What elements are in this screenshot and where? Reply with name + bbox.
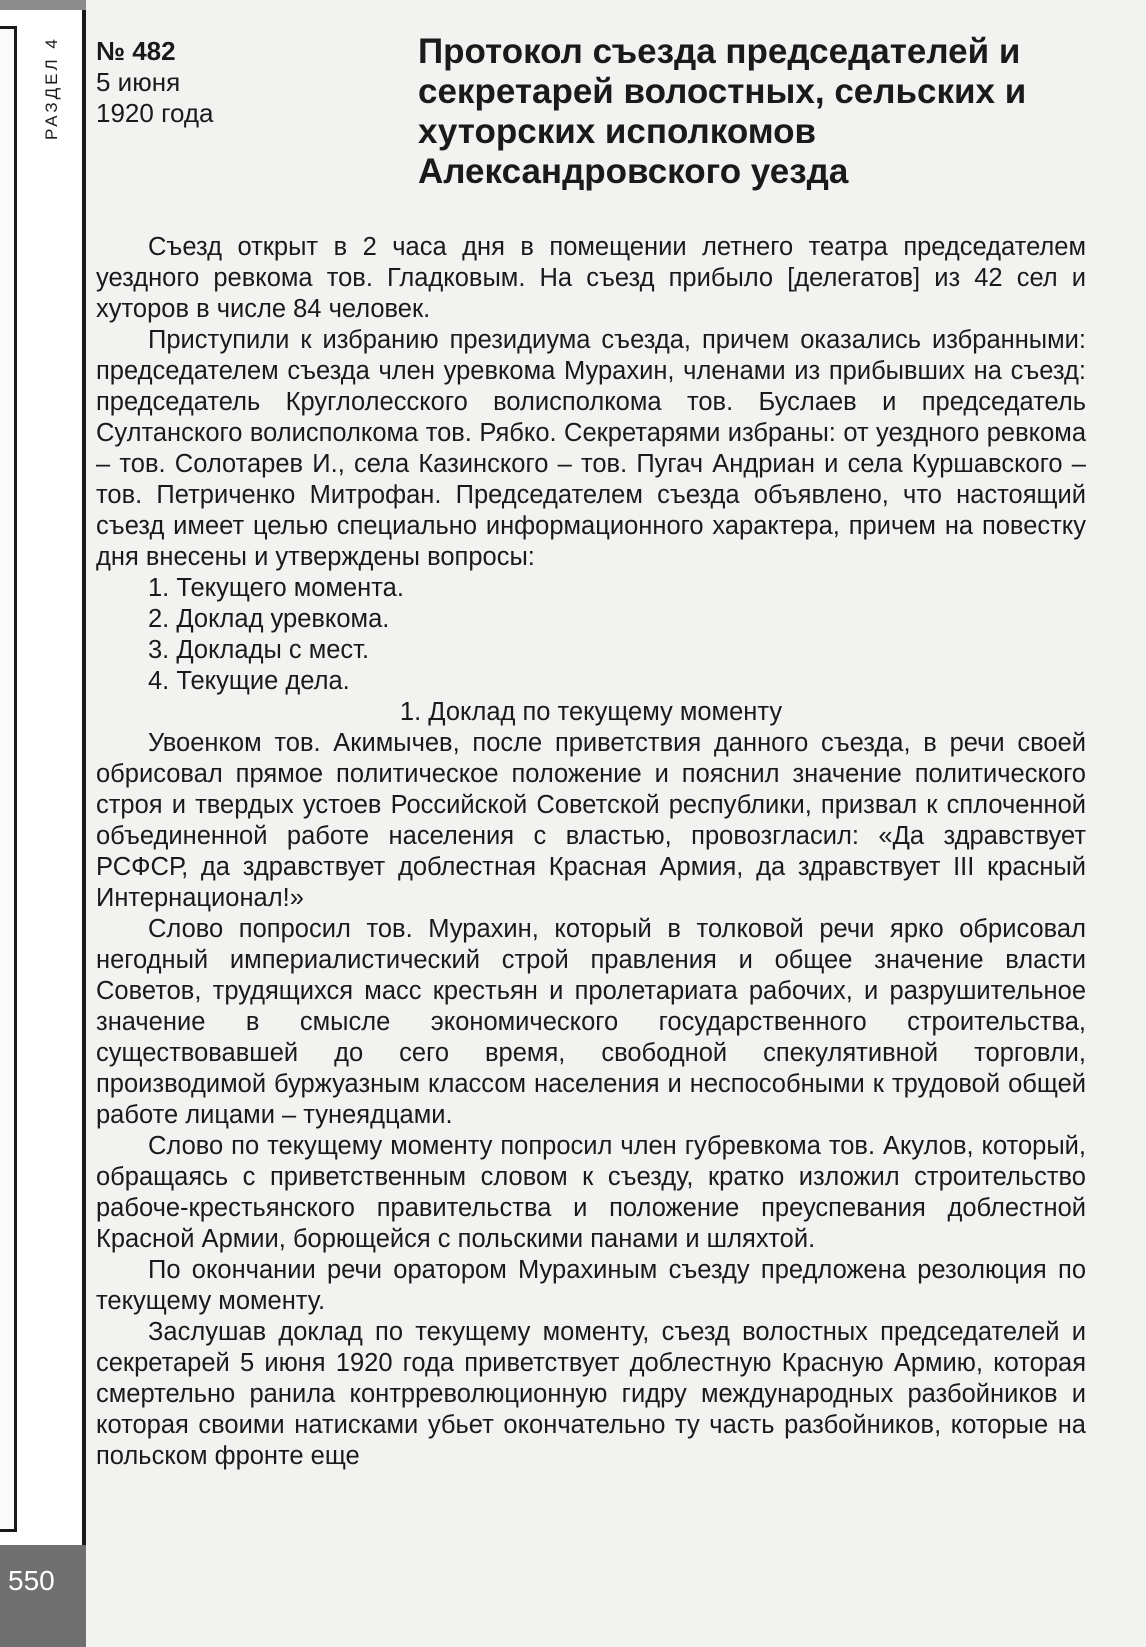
agenda-item: 4. Текущие дела.: [148, 667, 350, 695]
paragraph: Слово попросил тов. Мурахин, который в толковой речи ярко обрисовал негодный империалистический строй правления и общее значение власти Советов, трудящихся масс крестьян и пролетариата рабочих, и разрушительное значение в смысле экономического государственного строительства, существовавшей до сего время, свободной спекулятивной торговли, производимой буржуазным классом населения и неспособными к трудовой общей работе лицами – тунеядцами.: [96, 915, 1086, 1129]
paragraph: Съезд открыт в 2 часа дня в помещении летнего театра председателем уездного ревкома тов. Гладковым. На съезд прибыло [делегатов] из 42 сел и хуторов в числе 84 человек.: [96, 233, 1086, 323]
section-label: РАЗДЕЛ 4: [42, 36, 61, 140]
rail-top-bar: [0, 0, 86, 10]
agenda-item: 1. Текущего момента.: [148, 574, 404, 602]
agenda-item: 2. Доклад уревкома.: [148, 605, 390, 633]
document-meta: [96, 36, 214, 129]
agenda-item: 3. Доклады с мест.: [148, 636, 370, 664]
paragraph: По окончании речи оратором Мурахиным съезду предложена резолюция по текущему моменту.: [96, 1256, 1086, 1315]
agenda-list: [96, 573, 1086, 697]
document-number: № 482: [96, 36, 176, 66]
paragraph: Заслушав доклад по текущему моменту, съезд волостных председателей и секретарей 5 июня 1920 года приветствует доблестную Красную Армию, которая смертельно ранила контрреволюционную гидру международных разбойников и которая своими натисками убьет окончательно ту часть разбойников, которые на польском фронте еще: [96, 1318, 1086, 1470]
document-body: [96, 232, 1086, 1472]
document-date-year: 1920 года: [96, 98, 214, 128]
page-number: 550: [8, 1565, 55, 1596]
paragraph: Приступили к избранию президиума съезда, причем оказались избранными: председателем съезда член уревкома Мурахин, членами из прибывших на съезд: председатель Круглолесского волисполкома тов. Буслаев и председатель Султанского волисполкома тов. Рябко. Секретарями избраны: от уездного ревкома – тов. Солотарев И., села Казинского – тов. Пугач Андриан и села Куршавского – тов. Петриченко Митрофан. Председателем съезда объявлено, что настоящий съезд имеет целью специально информационного характера, причем на повестку дня внесены и утверждены вопросы:: [96, 326, 1086, 571]
rail-frame: [0, 26, 17, 1532]
document-date-day: 5 июня: [96, 67, 181, 97]
page-number-box: [0, 1545, 86, 1647]
paragraph: Слово по текущему моменту попросил член губревкома тов. Акулов, который, обращаясь с приветственным словом к съезду, кратко изложил строительство рабоче-крестьянского правительства и положение преуспевания доблестной Красной Армии, борющейся с польскими панами и шляхтой.: [96, 1132, 1086, 1253]
paragraph: Увоенком тов. Акимычев, после приветствия данного съезда, в речи своей обрисовал прямое политическое положение и пояснил значение политического строя и твердых устоев Российской Советской республики, призвал к сплоченной объединенной работе населения с властью, провозгласил: «Да здравствует РСФСР, да здравствует доблестная Красная Армия, да здравствует III красный Интернационал!»: [96, 729, 1086, 912]
left-margin-rail: [0, 0, 86, 1545]
document-title: Протокол съезда председателей и секретарей волостных, сельских и хуторских исполкомов Александровского уезда: [418, 32, 1027, 191]
section-subheading: 1. Доклад по текущему моменту: [399, 698, 783, 726]
